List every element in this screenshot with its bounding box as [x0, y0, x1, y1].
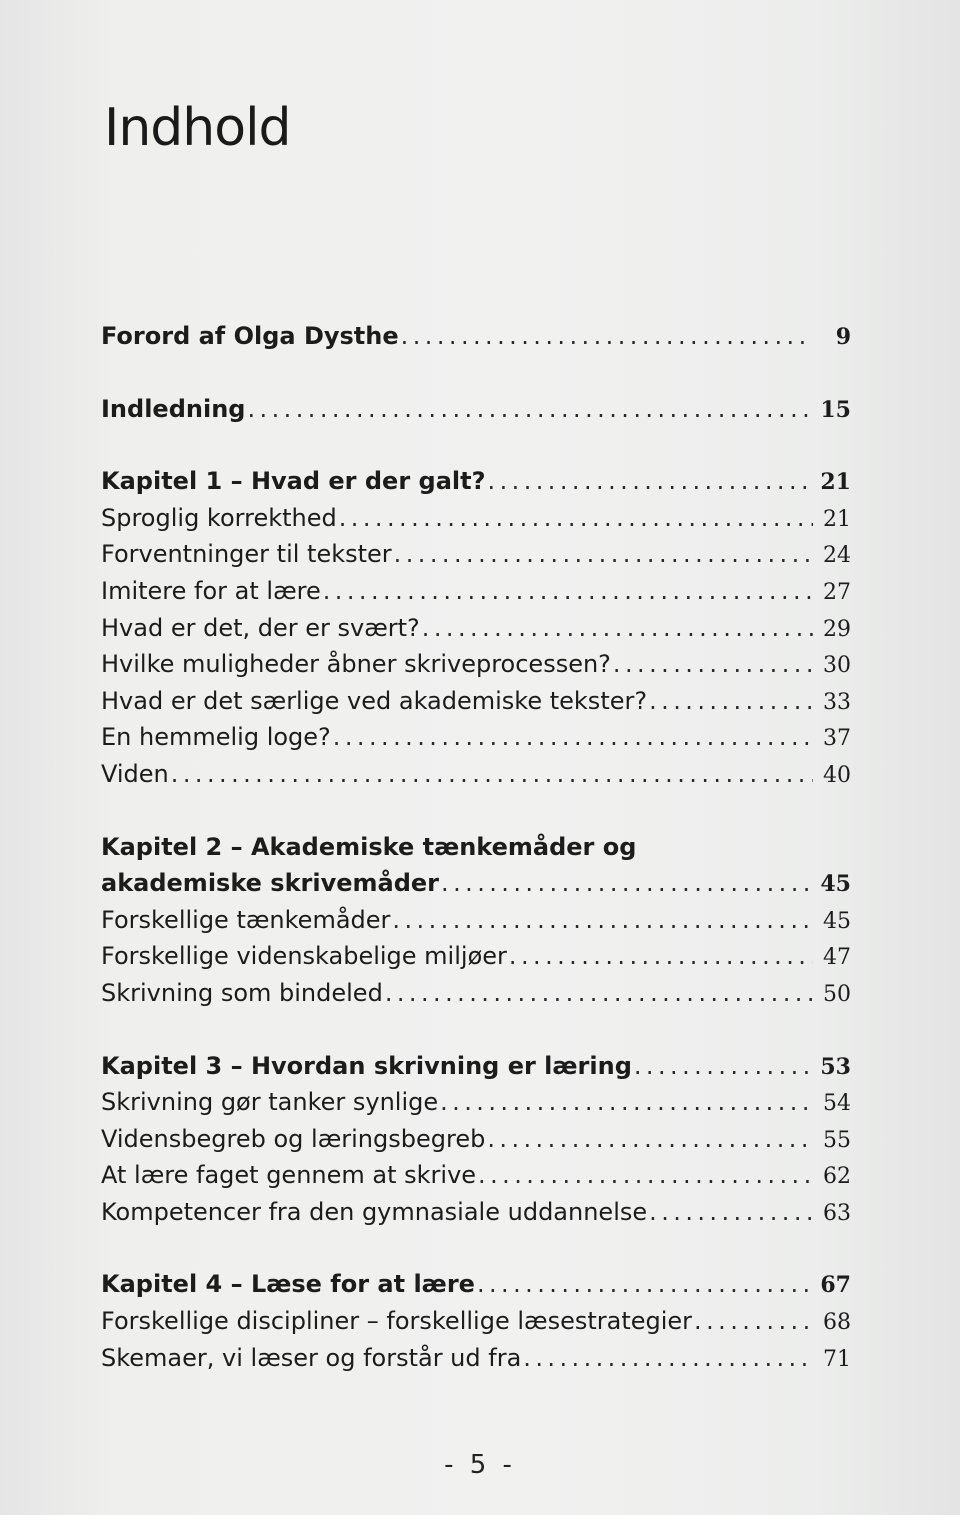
chapter-page: 21 — [820, 469, 851, 496]
leader-dots — [441, 865, 813, 902]
toc-entry-page: 9 — [835, 324, 851, 350]
chapter-title: Kapitel 3 – Hvordan skrivning er læring — [101, 1051, 632, 1080]
toc-entry — [101, 938, 851, 975]
spacer — [101, 427, 851, 463]
toc-entry-label: Vidensbegreb og læringsbegreb — [101, 1124, 486, 1153]
chapter-page: 45 — [820, 871, 851, 898]
toc-entry — [101, 1121, 851, 1158]
toc-entry-label: Skemaer, vi læser og forstår ud fra — [101, 1343, 522, 1372]
chapter-title: Kapitel 4 – Læse for at lære — [101, 1270, 475, 1299]
chapter-heading-4 — [101, 1266, 851, 1303]
toc-entry-label: Forskellige discipliner – forskellige læsestrategier — [101, 1307, 693, 1336]
toc-entry-label: Hvad er det særlige ved akademiske tekster? — [101, 686, 648, 715]
toc-entry-page: 15 — [820, 396, 851, 423]
leader-dots — [477, 1266, 813, 1303]
leader-dots — [440, 1084, 813, 1121]
toc-entry-page: 68 — [823, 1310, 851, 1336]
spacer — [101, 1012, 851, 1048]
chapter-title: Kapitel 2 – Akademiske tænkemåder og — [101, 832, 637, 861]
chapter-page: 67 — [820, 1272, 851, 1299]
toc-entry — [101, 646, 851, 683]
leader-dots — [422, 610, 813, 647]
toc-entry — [101, 1340, 851, 1377]
toc-entry — [101, 610, 851, 647]
toc-entry-label: Indledning — [101, 394, 246, 423]
toc-entry-label: Skrivning som bindeled — [101, 978, 383, 1007]
chapter-heading-2 — [101, 865, 851, 902]
toc-entry — [101, 756, 851, 793]
toc-entry — [101, 573, 851, 610]
leader-dots — [694, 1303, 813, 1340]
leader-dots — [339, 500, 813, 537]
chapter-heading-1 — [101, 463, 851, 500]
toc-entry — [101, 1084, 851, 1121]
leader-dots — [392, 902, 813, 939]
toc-entry-page: 37 — [823, 726, 851, 752]
toc-entry-label: Hvilke muligheder åbner skriveprocessen? — [101, 650, 611, 679]
leader-dots — [523, 1340, 813, 1377]
toc-entry — [101, 975, 851, 1012]
toc-entry-label: Forventninger til tekster — [101, 540, 392, 569]
toc-entry — [101, 719, 851, 756]
spacer — [101, 355, 851, 391]
toc-entry-label: Sproglig korrekthed — [101, 503, 337, 532]
toc-entry-label: Forskellige videnskabelige miljøer — [101, 942, 507, 971]
toc-entry-page: 54 — [823, 1091, 851, 1117]
spacer — [101, 793, 851, 829]
toc-entry-page: 27 — [823, 579, 851, 605]
leader-dots — [478, 1157, 813, 1194]
toc-entry-page: 71 — [823, 1346, 851, 1372]
toc-entry-label: En hemmelig loge? — [101, 723, 331, 752]
leader-dots — [385, 975, 813, 1012]
toc-entry-label: Viden — [101, 759, 169, 788]
chapter-title: akademiske skrivemåder — [101, 869, 440, 898]
leader-dots — [649, 683, 813, 720]
table-of-contents — [101, 318, 851, 1376]
leader-dots — [394, 536, 813, 573]
page-title: Indhold — [104, 98, 291, 158]
toc-entry-forord — [101, 318, 851, 355]
toc-entry-page: 50 — [823, 981, 851, 1007]
toc-entry-page: 62 — [823, 1164, 851, 1190]
leader-dots — [401, 318, 813, 355]
toc-entry — [101, 500, 851, 537]
leader-dots — [487, 1121, 813, 1158]
toc-entry-page: 63 — [823, 1200, 851, 1226]
toc-entry-label: Hvad er det, der er svært? — [101, 613, 420, 642]
toc-entry — [101, 902, 851, 939]
toc-entry — [101, 1194, 851, 1231]
toc-entry-page: 30 — [823, 653, 851, 679]
leader-dots — [247, 391, 813, 428]
toc-entry-page: 24 — [823, 543, 851, 569]
toc-entry-page: 33 — [823, 689, 851, 715]
chapter-heading-3 — [101, 1048, 851, 1085]
leader-dots — [509, 938, 813, 975]
page-number-footer: - 5 - — [444, 1450, 516, 1480]
chapter-title: Kapitel 1 – Hvad er der galt? — [101, 467, 486, 496]
chapter-heading-2-line1 — [101, 829, 851, 866]
toc-entry-label: Forskellige tænkemåder — [101, 905, 391, 934]
toc-entry-page: 47 — [823, 945, 851, 971]
toc-entry-page: 55 — [823, 1127, 851, 1153]
chapter-page: 53 — [820, 1053, 851, 1080]
toc-entry-label: Imitere for at lære — [101, 576, 321, 605]
toc-entry — [101, 1303, 851, 1340]
leader-dots — [488, 463, 813, 500]
toc-entry-page: 40 — [823, 762, 851, 788]
leader-dots — [333, 719, 813, 756]
leader-dots — [171, 756, 813, 793]
spacer — [101, 1230, 851, 1266]
leader-dots — [634, 1048, 813, 1085]
toc-entry-indledning — [101, 391, 851, 428]
toc-entry-label: At lære faget gennem at skrive — [101, 1161, 477, 1190]
toc-entry-label: Forord af Olga Dysthe — [101, 322, 399, 350]
toc-entry-page: 29 — [823, 616, 851, 642]
leader-dots — [649, 1194, 813, 1231]
toc-entry-label: Kompetencer fra den gymnasiale uddannelse — [101, 1197, 648, 1226]
toc-entry-label: Skrivning gør tanker synlige — [101, 1088, 439, 1117]
leader-dots — [323, 573, 813, 610]
toc-entry — [101, 536, 851, 573]
toc-entry — [101, 683, 851, 720]
toc-entry — [101, 1157, 851, 1194]
leader-dots — [613, 646, 813, 683]
toc-entry-page: 21 — [823, 506, 851, 532]
toc-entry-page: 45 — [823, 908, 851, 934]
